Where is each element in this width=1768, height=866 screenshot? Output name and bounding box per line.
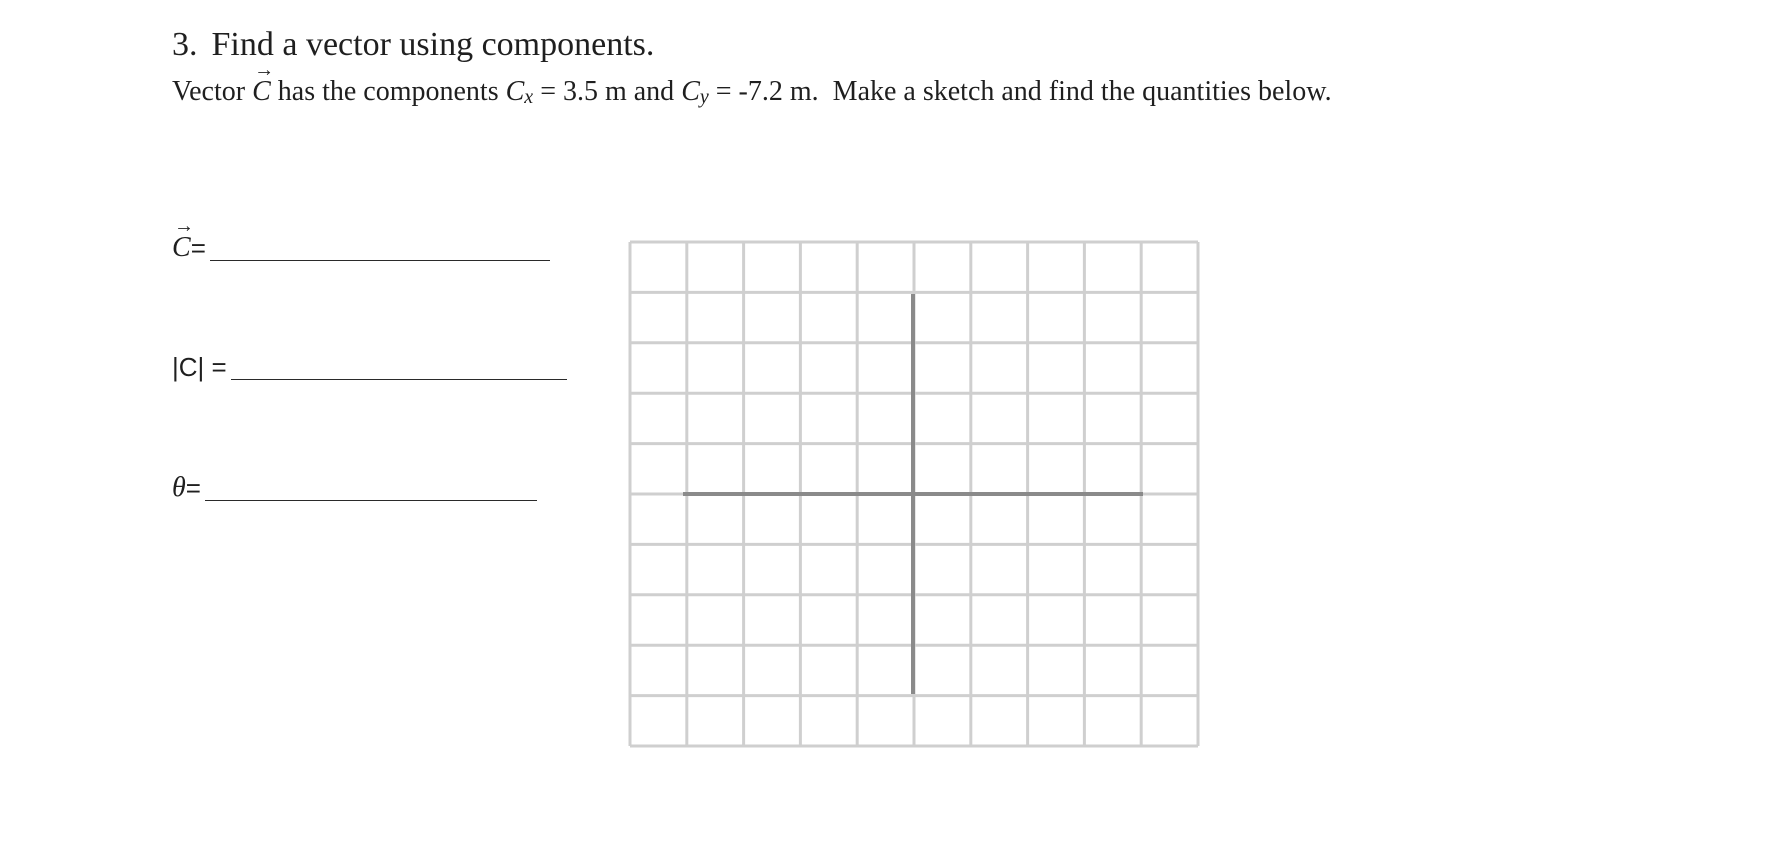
vector-c-symbol: C →	[252, 59, 275, 107]
vector-arrow-icon: →	[254, 59, 275, 81]
problem-title: Find a vector using components.	[211, 26, 655, 63]
cy-label: C	[681, 76, 700, 107]
problem-number: 3.	[172, 26, 198, 63]
vector-answer-label: C →	[172, 215, 194, 263]
vector-answer-equals: =	[190, 233, 206, 263]
angle-answer-row	[172, 472, 537, 504]
magnitude-answer-label: |C| =	[172, 352, 227, 382]
magnitude-answer-blank[interactable]	[231, 378, 567, 380]
magnitude-answer-row	[172, 352, 567, 383]
problem-heading	[172, 26, 654, 64]
statement-mid: has the components	[270, 76, 506, 107]
vector-answer-row	[172, 215, 550, 264]
cx-label: C	[505, 76, 525, 107]
problem-statement	[172, 59, 1332, 109]
angle-answer-blank[interactable]	[205, 499, 537, 501]
cy-value: = -7.2 m.	[708, 76, 819, 107]
angle-answer-equals: =	[185, 473, 201, 503]
statement-prefix: Vector	[172, 76, 253, 107]
angle-answer-symbol: θ	[172, 472, 186, 503]
sketch-grid[interactable]	[628, 240, 1200, 748]
vector-arrow-icon: →	[174, 215, 194, 237]
cy-subscript: y	[699, 86, 709, 108]
cx-subscript: x	[524, 86, 534, 108]
cx-value: = 3.5 m and	[533, 76, 682, 107]
statement-instruction: Make a sketch and find the quantities below.	[818, 76, 1332, 107]
vector-answer-blank[interactable]	[210, 259, 550, 261]
